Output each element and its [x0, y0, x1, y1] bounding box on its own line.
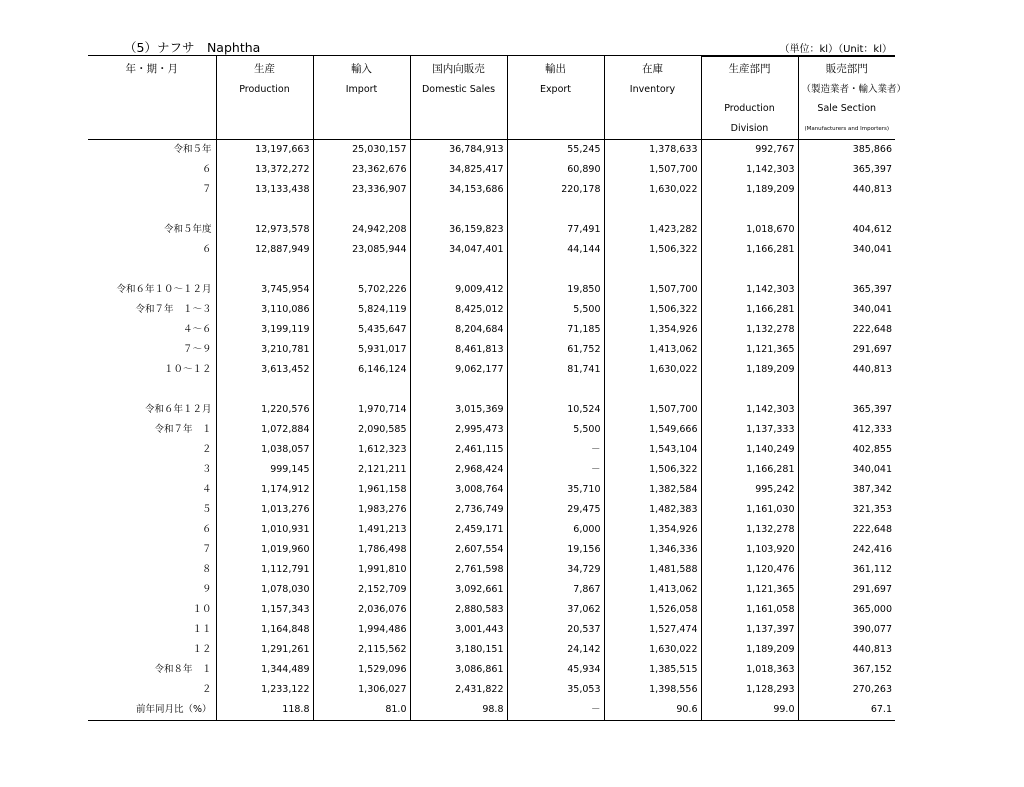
table-cell: 44,144: [507, 240, 604, 260]
table-cell: 1,549,666: [604, 420, 701, 440]
table-row: [88, 520, 895, 540]
table-row: [88, 140, 895, 161]
table-cell: 3,001,443: [410, 620, 507, 640]
table-cell: 1,543,104: [604, 440, 701, 460]
table-cell: 2,431,822: [410, 680, 507, 700]
table-cell: 1,078,030: [216, 580, 313, 600]
table-row: [88, 220, 895, 240]
table-cell: 1,161,030: [701, 500, 798, 520]
table-cell: 6,146,124: [313, 360, 410, 380]
table-cell: 81,741: [507, 360, 604, 380]
table-cell: 9,009,412: [410, 280, 507, 300]
table-cell: 24,942,208: [313, 220, 410, 240]
table-cell: 36,159,823: [410, 220, 507, 240]
table-cell: 291,697: [798, 580, 895, 600]
table-cell: 1,121,365: [701, 340, 798, 360]
table-cell: 1,174,912: [216, 480, 313, 500]
table-cell: 2,121,211: [313, 460, 410, 480]
table-cell: 1,072,884: [216, 420, 313, 440]
table-row: [88, 540, 895, 560]
header-import-en: Import: [313, 81, 410, 99]
table-cell: 390,077: [798, 620, 895, 640]
table-cell: －: [507, 440, 604, 460]
table-row: [88, 340, 895, 360]
row-label: ６: [201, 524, 212, 535]
table-cell: 2,459,171: [410, 520, 507, 540]
table-cell: 1,481,588: [604, 560, 701, 580]
table-cell: 1,233,122: [216, 680, 313, 700]
table-cell: 1,013,276: [216, 500, 313, 520]
table-row: [88, 600, 895, 620]
table-cell: 5,500: [507, 420, 604, 440]
table-cell: 291,697: [798, 340, 895, 360]
table-cell: －: [507, 700, 604, 721]
table-cell: 1,527,474: [604, 620, 701, 640]
table-cell: 12,887,949: [216, 240, 313, 260]
header-production-division-en1: Production: [701, 99, 798, 119]
table-row: [88, 680, 895, 700]
table-cell: 23,336,907: [313, 180, 410, 200]
row-label: ４～６: [182, 324, 212, 335]
table-cell: －: [507, 460, 604, 480]
table-cell: 1,140,249: [701, 440, 798, 460]
table-cell: 23,362,676: [313, 160, 410, 180]
row-label: 前年同月比（%）: [88, 700, 216, 721]
header-period: 年・期・月: [125, 62, 178, 75]
row-label: 令和７年 １～３: [135, 304, 212, 315]
table-cell: 118.8: [216, 700, 313, 721]
table-cell: 1,506,322: [604, 240, 701, 260]
table-cell: 37,062: [507, 600, 604, 620]
header-domestic-sales-en: Domestic Sales: [410, 81, 507, 99]
table-cell: 60,890: [507, 160, 604, 180]
table-cell: 1,306,027: [313, 680, 410, 700]
table-cell: 3,180,151: [410, 640, 507, 660]
table-cell: 2,761,598: [410, 560, 507, 580]
header-sales-section: 販売部門: [798, 57, 895, 82]
header-production: 生産: [216, 57, 313, 82]
header-domestic-sales: 国内向販売: [410, 57, 507, 82]
table-cell: 3,613,452: [216, 360, 313, 380]
table-cell: 2,152,709: [313, 580, 410, 600]
table-row: [88, 460, 895, 480]
header-import: 輸入: [313, 57, 410, 82]
table-cell: 24,142: [507, 640, 604, 660]
table-cell: 10,524: [507, 400, 604, 420]
header-sales-section-small: (Manufacturers and Importers): [798, 119, 895, 140]
table-cell: 55,245: [507, 140, 604, 161]
table-cell: 1,507,700: [604, 400, 701, 420]
row-label: ５: [201, 504, 212, 515]
row-label: 令和５年度: [163, 224, 212, 235]
table-cell: 440,813: [798, 640, 895, 660]
table-cell: 1,630,022: [604, 360, 701, 380]
table-row: [88, 640, 895, 660]
table-cell: 1,142,303: [701, 160, 798, 180]
table-cell: 412,333: [798, 420, 895, 440]
table-cell: 8,461,813: [410, 340, 507, 360]
header-sales-section-sub: （製造業者・輸入業者）: [798, 81, 895, 99]
table-cell: 1,164,848: [216, 620, 313, 640]
table-cell: 1,630,022: [604, 640, 701, 660]
table-cell: 7,867: [507, 580, 604, 600]
table-cell: 404,612: [798, 220, 895, 240]
table-row: [88, 400, 895, 420]
table-cell: 1,526,058: [604, 600, 701, 620]
table-cell: 1,630,022: [604, 180, 701, 200]
table-cell: 34,825,417: [410, 160, 507, 180]
table-cell: 35,710: [507, 480, 604, 500]
table-cell: 3,015,369: [410, 400, 507, 420]
table-cell: 1,189,209: [701, 640, 798, 660]
table-cell: 67.1: [798, 700, 895, 721]
table-cell: 5,500: [507, 300, 604, 320]
table-cell: 1,961,158: [313, 480, 410, 500]
unit-label: （単位：kl）（Unit：kl）: [779, 44, 892, 55]
table-cell: 90.6: [604, 700, 701, 721]
table-cell: 1,382,584: [604, 480, 701, 500]
table-cell: 2,036,076: [313, 600, 410, 620]
table-cell: 365,397: [798, 400, 895, 420]
table-cell: 270,263: [798, 680, 895, 700]
table-cell: 995,242: [701, 480, 798, 500]
table-cell: 34,047,401: [410, 240, 507, 260]
table-cell: 1,786,498: [313, 540, 410, 560]
table-cell: 1,019,960: [216, 540, 313, 560]
table-cell: 1,378,633: [604, 140, 701, 161]
table-cell: 1,529,096: [313, 660, 410, 680]
table-cell: 1,121,365: [701, 580, 798, 600]
table-cell: 1,189,209: [701, 360, 798, 380]
row-label: ２: [201, 444, 212, 455]
table-cell: 2,607,554: [410, 540, 507, 560]
table-row: [88, 360, 895, 380]
table-cell: 1,970,714: [313, 400, 410, 420]
table-cell: 1,506,322: [604, 300, 701, 320]
table-cell: 9,062,177: [410, 360, 507, 380]
table-cell: 1,220,576: [216, 400, 313, 420]
table-cell: 1,385,515: [604, 660, 701, 680]
table-cell: 367,152: [798, 660, 895, 680]
table-cell: 77,491: [507, 220, 604, 240]
table-cell: 992,767: [701, 140, 798, 161]
table-row: [88, 300, 895, 320]
table-row: [88, 180, 895, 200]
table-cell: 1,142,303: [701, 280, 798, 300]
table-cell: 13,197,663: [216, 140, 313, 161]
table-row: [88, 620, 895, 640]
table-cell: 220,178: [507, 180, 604, 200]
table-cell: 440,813: [798, 180, 895, 200]
spacer-row: [88, 200, 895, 220]
table-cell: 222,648: [798, 320, 895, 340]
table-cell: 999,145: [216, 460, 313, 480]
row-label: ７～９: [182, 344, 212, 355]
table-cell: 5,931,017: [313, 340, 410, 360]
row-label: ２: [201, 684, 212, 695]
table-cell: 365,397: [798, 280, 895, 300]
table-cell: 81.0: [313, 700, 410, 721]
table-cell: 1,137,333: [701, 420, 798, 440]
table-cell: 1,482,383: [604, 500, 701, 520]
table-cell: 1,137,397: [701, 620, 798, 640]
table-cell: 1,344,489: [216, 660, 313, 680]
table-cell: 1,354,926: [604, 520, 701, 540]
table-cell: 3,210,781: [216, 340, 313, 360]
row-label: 令和６年１０～１２月: [116, 284, 212, 295]
row-label: ８: [201, 564, 212, 575]
table-cell: 1,166,281: [701, 460, 798, 480]
table-cell: 2,090,585: [313, 420, 410, 440]
table-cell: 1,612,323: [313, 440, 410, 460]
header-export-en: Export: [507, 81, 604, 99]
table-row: [88, 160, 895, 180]
row-label: ７: [201, 184, 212, 195]
page-title: （5）ナフサ Naphtha: [124, 40, 261, 55]
table-row: [88, 660, 895, 680]
row-label: 令和８年 １: [154, 664, 212, 675]
table-cell: 1,413,062: [604, 340, 701, 360]
header-production-division: 生産部門: [701, 57, 798, 82]
table-cell: 1,346,336: [604, 540, 701, 560]
table-cell: 29,475: [507, 500, 604, 520]
table-cell: 2,115,562: [313, 640, 410, 660]
table-cell: 36,784,913: [410, 140, 507, 161]
table-cell: 2,968,424: [410, 460, 507, 480]
table-row: [88, 580, 895, 600]
table-cell: 19,156: [507, 540, 604, 560]
table-cell: 34,153,686: [410, 180, 507, 200]
table-cell: 1,112,791: [216, 560, 313, 580]
table-cell: 1,354,926: [604, 320, 701, 340]
table-row: [88, 480, 895, 500]
table-cell: 340,041: [798, 300, 895, 320]
table-cell: 1,018,670: [701, 220, 798, 240]
row-label: ６: [201, 244, 212, 255]
table-cell: 3,110,086: [216, 300, 313, 320]
table-cell: 361,112: [798, 560, 895, 580]
table-cell: 2,736,749: [410, 500, 507, 520]
row-label: ３: [201, 464, 212, 475]
table-cell: 1,413,062: [604, 580, 701, 600]
table-row: [88, 240, 895, 260]
table-cell: 2,995,473: [410, 420, 507, 440]
row-label: ７: [201, 544, 212, 555]
table-cell: 340,041: [798, 460, 895, 480]
table-cell: 1,128,293: [701, 680, 798, 700]
table-cell: 34,729: [507, 560, 604, 580]
table-cell: 242,416: [798, 540, 895, 560]
table-row: [88, 320, 895, 340]
table-cell: 3,745,954: [216, 280, 313, 300]
header-export: 輸出: [507, 57, 604, 82]
table-cell: 321,353: [798, 500, 895, 520]
table-cell: 1,398,556: [604, 680, 701, 700]
table-cell: 1,161,058: [701, 600, 798, 620]
row-label: １０: [192, 604, 212, 615]
table-cell: 1,166,281: [701, 240, 798, 260]
table-cell: 365,000: [798, 600, 895, 620]
table-cell: 1,506,322: [604, 460, 701, 480]
table-cell: 13,133,438: [216, 180, 313, 200]
table-cell: 8,204,684: [410, 320, 507, 340]
table-cell: 1,189,209: [701, 180, 798, 200]
header-inventory: 在庫: [604, 57, 701, 82]
table-cell: 3,008,764: [410, 480, 507, 500]
table-cell: 1,507,700: [604, 280, 701, 300]
table-cell: 1,132,278: [701, 520, 798, 540]
spacer-row: [88, 380, 895, 400]
table-cell: 3,086,861: [410, 660, 507, 680]
table-cell: 1,103,920: [701, 540, 798, 560]
table-row: [88, 560, 895, 580]
table-cell: 61,752: [507, 340, 604, 360]
table-cell: 3,199,119: [216, 320, 313, 340]
table-cell: 1,491,213: [313, 520, 410, 540]
row-label: ９: [201, 584, 212, 595]
table-cell: 3,092,661: [410, 580, 507, 600]
table-cell: 13,372,272: [216, 160, 313, 180]
table-cell: 340,041: [798, 240, 895, 260]
row-label: １１: [192, 624, 212, 635]
table-cell: 1,142,303: [701, 400, 798, 420]
table-cell: 98.8: [410, 700, 507, 721]
table-cell: 2,880,583: [410, 600, 507, 620]
table-cell: 1,120,476: [701, 560, 798, 580]
table-cell: 1,991,810: [313, 560, 410, 580]
spacer-row: [88, 260, 895, 280]
table-cell: 5,824,119: [313, 300, 410, 320]
table-row: [88, 500, 895, 520]
table-cell: 20,537: [507, 620, 604, 640]
table-cell: 385,866: [798, 140, 895, 161]
table-cell: 5,702,226: [313, 280, 410, 300]
table-cell: 1,166,281: [701, 300, 798, 320]
row-label: 令和５年: [173, 144, 212, 155]
table-row: [88, 440, 895, 460]
table-row: [88, 280, 895, 300]
table-cell: 365,397: [798, 160, 895, 180]
table-cell: 99.0: [701, 700, 798, 721]
row-label: 令和７年 １: [154, 424, 212, 435]
table-cell: 23,085,944: [313, 240, 410, 260]
table-cell: 1,018,363: [701, 660, 798, 680]
header-production-division-en2: Division: [701, 119, 798, 140]
header-production-en: Production: [216, 81, 313, 99]
table-cell: 1,010,931: [216, 520, 313, 540]
table-cell: 440,813: [798, 360, 895, 380]
table-row: [88, 420, 895, 440]
table-cell: 6,000: [507, 520, 604, 540]
table-cell: 387,342: [798, 480, 895, 500]
table-cell: 71,185: [507, 320, 604, 340]
table-row: [88, 700, 895, 721]
table-cell: 45,934: [507, 660, 604, 680]
table-cell: 19,850: [507, 280, 604, 300]
row-label: ６: [201, 164, 212, 175]
table-cell: 1,507,700: [604, 160, 701, 180]
header-sales-section-en: Sale Section: [798, 99, 895, 119]
naphtha-table: [88, 55, 907, 721]
table-cell: 1,038,057: [216, 440, 313, 460]
header-inventory-en: Inventory: [604, 81, 701, 99]
table-cell: 1,132,278: [701, 320, 798, 340]
table-cell: 25,030,157: [313, 140, 410, 161]
table-cell: 35,053: [507, 680, 604, 700]
table-cell: 1,994,486: [313, 620, 410, 640]
row-label: 令和６年１２月: [144, 404, 212, 415]
table-cell: 1,157,343: [216, 600, 313, 620]
table-cell: 402,855: [798, 440, 895, 460]
row-label: １０～１２: [163, 364, 212, 375]
table-cell: 8,425,012: [410, 300, 507, 320]
table-cell: 1,291,261: [216, 640, 313, 660]
table-cell: 222,648: [798, 520, 895, 540]
table-cell: 1,983,276: [313, 500, 410, 520]
table-cell: 1,423,282: [604, 220, 701, 240]
row-label: ４: [201, 484, 212, 495]
row-label: １２: [192, 644, 212, 655]
table-cell: 5,435,647: [313, 320, 410, 340]
table-cell: 2,461,115: [410, 440, 507, 460]
table-cell: 12,973,578: [216, 220, 313, 240]
